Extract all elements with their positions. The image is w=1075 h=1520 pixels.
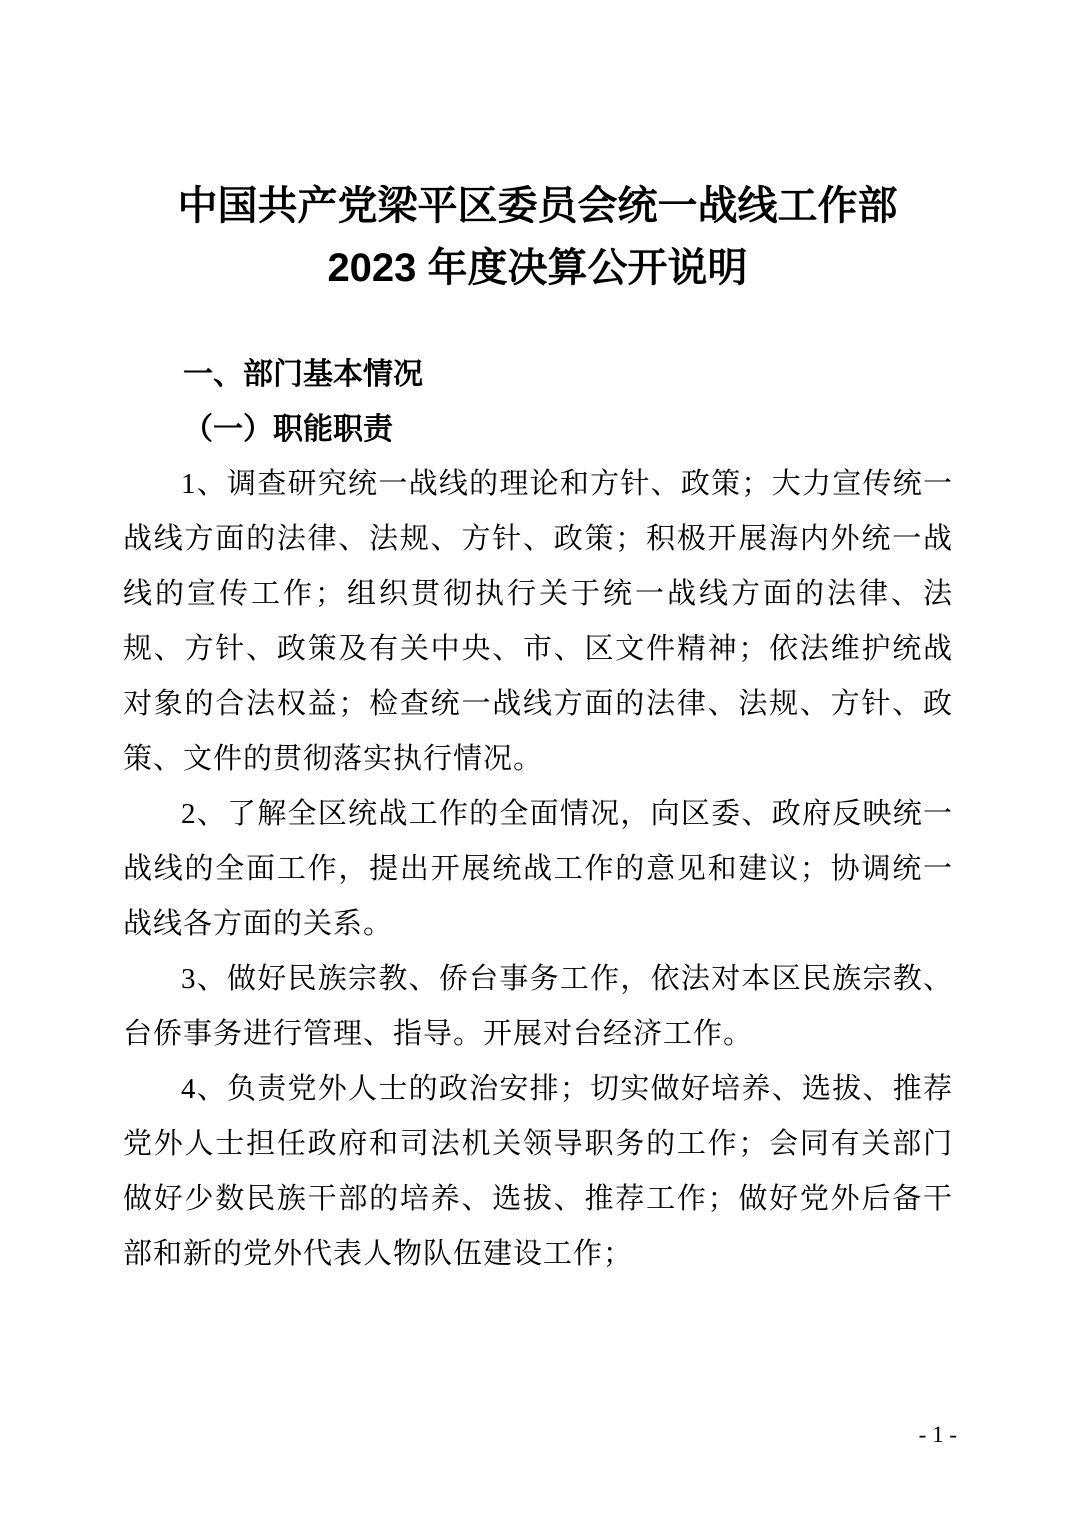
paragraph-duty-2: 2、了解全区统战工作的全面情况，向区委、政府反映统一战线的全面工作，提出开展统战工作的意见和建议；协调统一战线各方面的关系。	[123, 798, 953, 940]
section-heading-basic-info: 一、部门基本情况	[183, 358, 423, 391]
paragraph-duty-4: 4、负责党外人士的政治安排；切实做好培养、选拔、推荐党外人士担任政府和司法机关领导职务的工作；会同有关部门做好少数民族干部的培养、选拔、推荐工作；做好党外后备干部和新的党外代表人物队伍建设工作；	[123, 1073, 953, 1270]
document-title-line-1: 中国共产党梁平区委员会统一战线工作部	[177, 184, 898, 228]
paragraph-duty-1: 1、调查研究统一战线的理论和方针、政策；大力宣传统一战线方面的法律、法规、方针、政策；积极开展海内外统一战线的宣传工作；组织贯彻执行关于统一战线方面的法律、法规、方针、政策及有关中央、市、区文件精神；依法维护统战对象的合法权益；检查统一战线方面的法律、法规、方针、政策、文件的贯彻落实执行情况。	[123, 468, 953, 775]
subsection-heading-duties: （一）职能职责	[183, 413, 393, 446]
document-body	[123, 347, 953, 1282]
document-title	[0, 0, 1075, 299]
document-title-line-2: 2023 年度决算公开说明	[327, 246, 748, 290]
page-number: - 1 -	[918, 1422, 957, 1447]
paragraph-duty-3: 3、做好民族宗教、侨台事务工作，依法对本区民族宗教、台侨事务进行管理、指导。开展对台经济工作。	[123, 963, 953, 1050]
